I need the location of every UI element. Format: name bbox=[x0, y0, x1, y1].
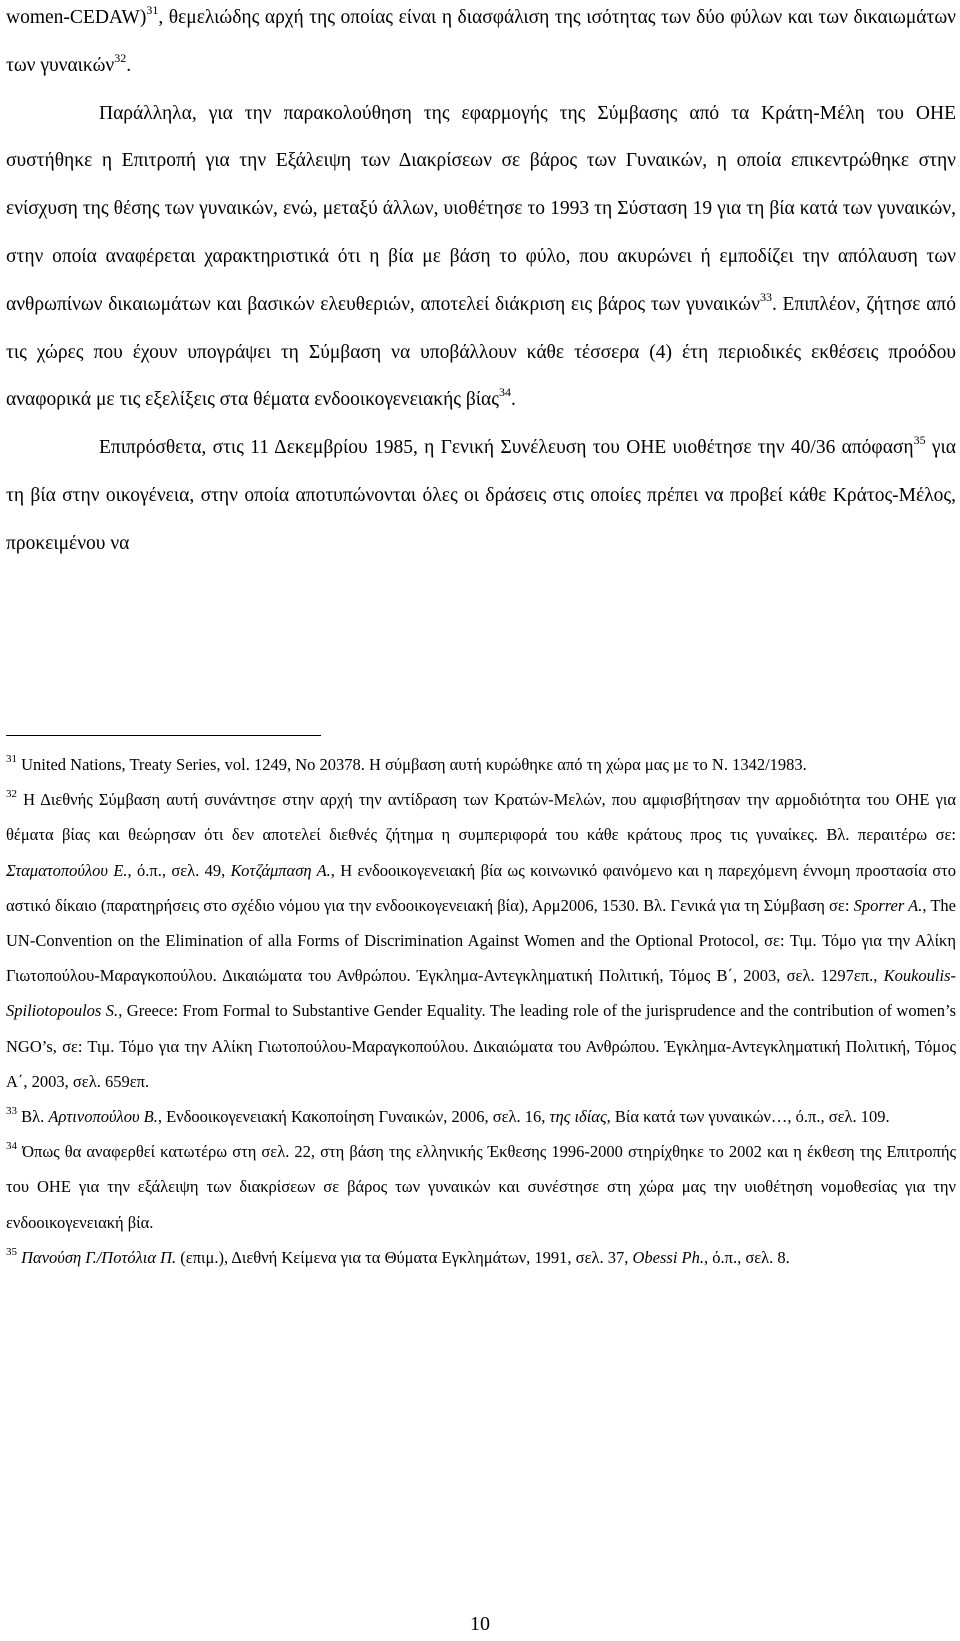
text-run: women-CEDAW) bbox=[6, 7, 147, 28]
footnotes bbox=[6, 747, 956, 1275]
paragraph-3 bbox=[6, 424, 956, 567]
text-run: Όπως θα αναφερθεί κατωτέρω στη σελ. 22, στη βάση της ελληνικής Έκθεσης 1996-2000 στηρίχθηκε το 2002 και η έκθεση της Επιτροπής του ΟΗΕ για την εξάλειψη των διακρίσεων σε βάρος των γυναικών και συνέστησε στη χώρα μας την υιοθέτηση νομοθεσίας για την ενδοοικογενειακή βία. bbox=[6, 1142, 956, 1232]
text-run: Επιπρόσθετα, στις 11 Δεκεμβρίου 1985, η Γενική Συνέλευση του ΟΗΕ υιοθέτησε την 40/36 απόφαση bbox=[99, 437, 914, 459]
footnote-33 bbox=[6, 1099, 956, 1134]
text-run: , Ενδοοικογενειακή Κακοποίηση Γυναικών, 2006, σελ. 16, bbox=[157, 1107, 550, 1127]
footnote-number: 33 bbox=[6, 1105, 17, 1118]
footnote-ref-31[interactable]: 31 bbox=[146, 3, 159, 17]
text-run: . bbox=[511, 389, 516, 411]
text-run: , θεμελιώδης αρχή της οποίας είναι η διασφάλιση της ισότητας των δύο φύλων και των δικαιωμάτων των γυναικών bbox=[6, 7, 956, 76]
text-run: United Nations, Treaty Series, vol. 1249, No 20378. Η σύμβαση αυτή κυρώθηκε από τη χώρα μας με το Ν. 1342/1983. bbox=[17, 755, 807, 774]
text-run: , Η ενδοοικογενειακή βία ως κοινωνικό φαινόμενο και η παρεχόμενη έννομη προστασία στο αστικό δίκαιο (παρατηρήσεις στο σχέδιο νόμου για την ενδοοικογενειακή βία), Αρμ2006, 1530. Βλ. Γενικά για τη Σύμβαση σε: bbox=[6, 860, 956, 915]
footnote-ref-33[interactable]: 33 bbox=[759, 289, 772, 304]
text-run: , Βία κατά των γυναικών…, ό.π., σελ. 109. bbox=[606, 1107, 890, 1127]
text-run: , ό.π., σελ. 49, bbox=[127, 860, 231, 880]
text-run: , ό.π., σελ. 8. bbox=[704, 1247, 790, 1267]
text-run: Βλ. bbox=[17, 1107, 49, 1127]
author-name: Αρτινοπούλου Β. bbox=[48, 1107, 158, 1127]
text-run: για τη βία στην οικογένεια, στην οποία αποτυπώνονται όλες οι δράσεις στις οποίες πρέπει να προβεί κάθε Κράτος-Μέλος, προκειμένου να bbox=[6, 437, 956, 554]
footnote-ref-34[interactable]: 34 bbox=[499, 385, 511, 400]
footnote-number: 35 bbox=[6, 1245, 17, 1258]
text-run: , Greece: From Formal to Substantive Gender Equality. The leading role of the jurisprudence and the contribution of women’s NGO’s, σε: Τιμ. Τόμο για την Αλίκη Γιωτοπούλου-Μαραγκοπούλου. Δικαιώματα του Ανθρώπου. Έγκλημα-Αντεγκληματική Πολιτική, Τόμος Α΄, 2003, σελ. 659επ. bbox=[6, 1001, 956, 1091]
footnote-32 bbox=[6, 782, 956, 1099]
footnote-number: 34 bbox=[6, 1140, 17, 1153]
footnote-34 bbox=[6, 1134, 956, 1240]
text-run: (επιμ.), Διεθνή Κείμενα για τα Θύματα Εγκλημάτων, 1991, σελ. 37, bbox=[176, 1247, 633, 1267]
footnote-number: 31 bbox=[6, 753, 17, 765]
page-number: 10 bbox=[470, 1613, 490, 1635]
footnote-number: 32 bbox=[6, 788, 17, 801]
author-name: Κοτζάμπαση Α. bbox=[230, 860, 331, 880]
author-name: της ιδίας bbox=[549, 1107, 607, 1127]
footnote-31 bbox=[6, 747, 956, 782]
footnote-ref-35[interactable]: 35 bbox=[913, 433, 926, 448]
body-text bbox=[6, 0, 956, 568]
text-run: Παράλληλα, για την παρακολούθηση της εφαρμογής της Σύμβασης από τα Κράτη-Μέλη του ΟΗΕ συστήθηκε η Επιτροπή για την Εξάλειψη των Διακρίσεων σε βάρος των Γυναικών, η οποία επικεντρώθηκε στην ενίσχυση της θέσης των γυναικών, ενώ, μεταξύ άλλων, υιοθέτησε το 1993 τη Σύσταση 19 για τη βία κατά των γυναικών, στην οποία αναφέρεται χαρακτηριστικά ότι η βία με βάση το φύλο, που ακυρώνει ή εμποδίζει την απόλαυση των ανθρωπίνων δικαιωμάτων και βασικών ελευθεριών, αποτελεί διάκριση εις βάρος των γυναικών bbox=[6, 102, 956, 315]
author-name: Πανούση Γ./Ποτόλια Π. bbox=[21, 1247, 177, 1267]
footnote-35 bbox=[6, 1240, 956, 1275]
text-run: , The UN-Convention on the Elimination of alla Forms of Discrimination Against Women and the Optional Protocol, σε: Τιμ. Τόμο για την Αλίκη Γιωτοπούλου-Μαραγκοπούλου. Δικαιώματα του Ανθρώπου. Έγκλημα-Αντεγκληματική Πολιτική, Τόμος Β΄, 2003, σελ. 1297επ., bbox=[6, 895, 956, 986]
footnote-separator bbox=[6, 735, 321, 736]
paragraph-1 bbox=[6, 0, 956, 90]
author-name: Sporrer A. bbox=[853, 895, 923, 915]
text-run: Η Διεθνής Σύμβαση αυτή συνάντησε στην αρχή την αντίδραση των Κρατών-Μελών, που αμφισβήτησαν την αρμοδιότητα του ΟΗΕ για θέματα βίας και θεώρησαν ότι δεν αποτελεί διεθνές ζήτημα η συμπεριφορά του κάθε κράτους προς τις γυναίκες. Βλ. περαιτέρω σε: bbox=[6, 790, 956, 845]
text-run: . bbox=[126, 54, 132, 76]
paragraph-2 bbox=[6, 90, 956, 425]
footnote-ref-32[interactable]: 32 bbox=[114, 50, 127, 65]
author-name: Koukoulis-Spiliotopoulos S. bbox=[6, 966, 956, 1021]
author-name: Obessi Ph. bbox=[632, 1247, 704, 1267]
text-run: . Επιπλέον, ζήτησε από τις χώρες που έχουν υπογράψει τη Σύμβαση να υποβάλλουν κάθε τέσσερα (4) έτη περιοδικές εκθέσεις προόδου αναφορικά με τις εξελίξεις στα θέματα ενδοοικογενειακής βίας bbox=[6, 293, 956, 411]
author-name: Σταματοπούλου Ε. bbox=[6, 860, 128, 880]
